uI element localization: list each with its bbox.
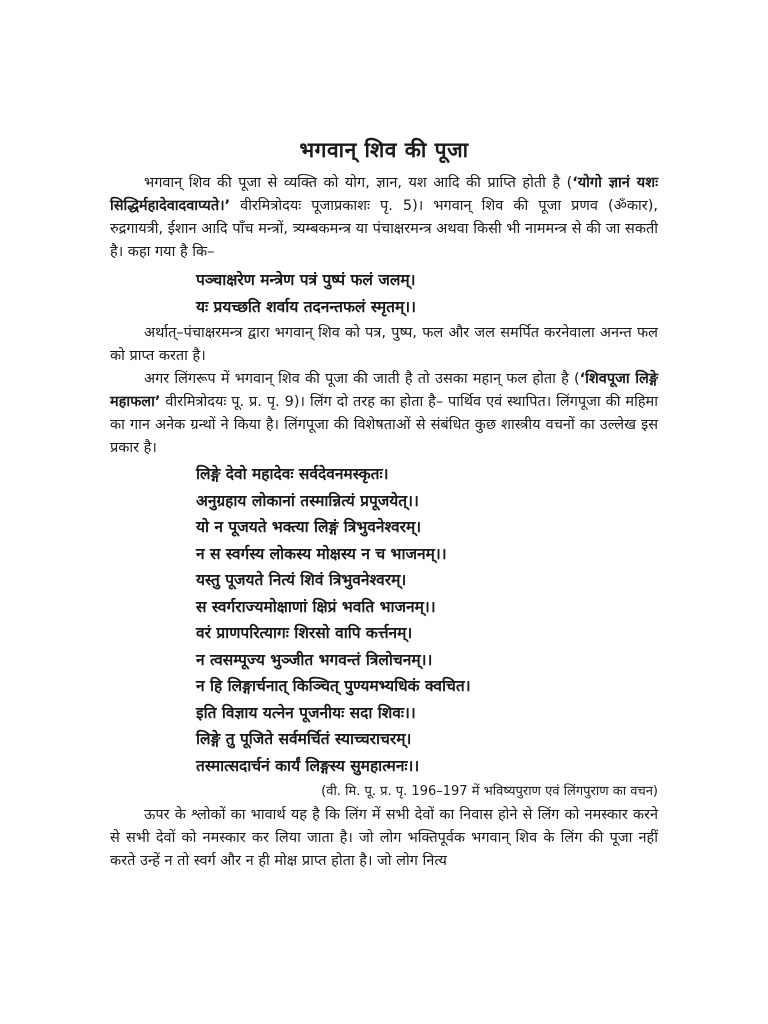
verse-block-panchakshara: [110, 267, 658, 320]
verse-line: न हि लिङ्गार्चनात् किञ्चित् पुण्यमभ्यधिकं क्वचित।: [196, 677, 471, 695]
paragraph-intro-text-b: वीरमित्रोदयः पूजाप्रकाशः पृ. 5)। भगवान् शिव की पूजा प्रणव (ॐकार), रुद्रगायत्री, ईशान आदि पाँच मन्त्रों, त्र्यम्बकमन्त्र या पंचाक्षरमन्त्र अथवा किसी भी नाममन्त्र से की जा सकती है। कहा गया है कि–: [110, 198, 658, 260]
paragraph-linga-text-b: वीरमित्रोदयः पू. प्र. पृ. 9)। लिंग दो तरह का होता है– पार्थिव एवं स्थापित। लिंगपूजा की महिमा का गान अनेक ग्रन्थों ने किया है। लिंगपूजा की विशेषताओं से संबंधित कुछ शास्त्रीय वचनों का उल्लेख इस प्रकार है।: [110, 394, 658, 456]
paragraph-linga: [110, 368, 658, 460]
verse-line: पञ्चाक्षरेण मन्त्रेण पत्रं पुष्पं फलं जलम्।: [196, 271, 416, 289]
verse-line: यः प्रयच्छति शर्वाय तदनन्तफलं स्मृतम्।।: [196, 297, 416, 316]
paragraph-meaning: अर्थात्–पंचाक्षरमन्त्र द्वारा भगवान् शिव को पत्र, पुष्प, फल और जल समर्पित करनेवाला अनन्त फल को प्राप्त करता है।: [110, 325, 658, 364]
verse-line: स स्वर्गराज्यमोक्षाणां क्षिप्रं भवति भाजनम्।।: [196, 597, 436, 616]
verse-line: लिङ्गे तु पूजिते सर्वमर्चितं स्याच्चराचरम्।: [196, 730, 412, 748]
verse-line: न स स्वर्गस्य लोकस्य मोक्षस्य न च भाजनम्।।: [196, 544, 447, 563]
paragraph-explanation: ऊपर के श्लोकों का भावार्थ यह है कि लिंग में सभी देवों का निवास होने से लिंग को नमस्कार करने से सभी देवों को नमस्कार कर लिया जाता है। जो लोग भक्तिपूर्वक भगवान् शिव के लिंग की पूजा नहीं करते उन्हें न तो स्वर्ग और न ही मोक्ष प्राप्त होता है। जो लोग नित्य: [110, 807, 658, 869]
paragraph-intro-quote: ‘योगो ज्ञानं यशः सिद्धिर्महादेवादवाप्यते।’: [110, 175, 658, 214]
verse-line: वरं प्राणपरित्यागः शिरसो वापि कर्त्तनम्।: [196, 624, 413, 642]
verse-line: तस्मात्सदार्चनं कार्यं लिङ्गस्य सुमहात्मनः।।: [196, 756, 420, 775]
paragraph-intro-text-a: भगवान् शिव की पूजा से व्यक्ति को योग, ज्ञान, यश आदि की प्राप्ति होती है (: [144, 175, 573, 191]
verse-line: न त्वसम्पूज्य भुञ्जीत भगवन्तं त्रिलोचनम्।।: [196, 650, 433, 669]
source-citation: (वी. मि. पू. प्र. पृ. 196–197 में भविष्यपुराण एवं लिंगपुराण का वचन): [321, 784, 658, 799]
verse-line: यस्तु पूजयते नित्यं शिवं त्रिभुवनेश्वरम्।: [196, 571, 407, 589]
verse-line: इति विज्ञाय यत्नेन पूजनीयः सदा शिवः।।: [196, 703, 416, 722]
page-title: भगवान् शिव की पूजा: [299, 138, 469, 162]
verse-line: लिङ्गे देवो महादेवः सर्वदेवनमस्कृतः।: [196, 465, 389, 483]
paragraph-linga-quote: ‘शिवपूजा लिङ्गे महाफला’: [110, 371, 658, 410]
paragraph-intro: [110, 172, 658, 264]
paragraph-linga-text-a: अगर लिंगरूप में भगवान् शिव की पूजा की जाती है तो उसका महान् फल होता है (: [144, 371, 580, 387]
document-page: [110, 136, 658, 873]
verse-block-linga: [110, 461, 658, 779]
verse-line: अनुग्रहाय लोकानां तस्मान्नित्यं प्रपूजयेत्।।: [196, 491, 419, 510]
verse-line: यो न पूजयते भक्त्या लिङ्गं त्रिभुवनेश्वरम्।: [196, 518, 422, 536]
